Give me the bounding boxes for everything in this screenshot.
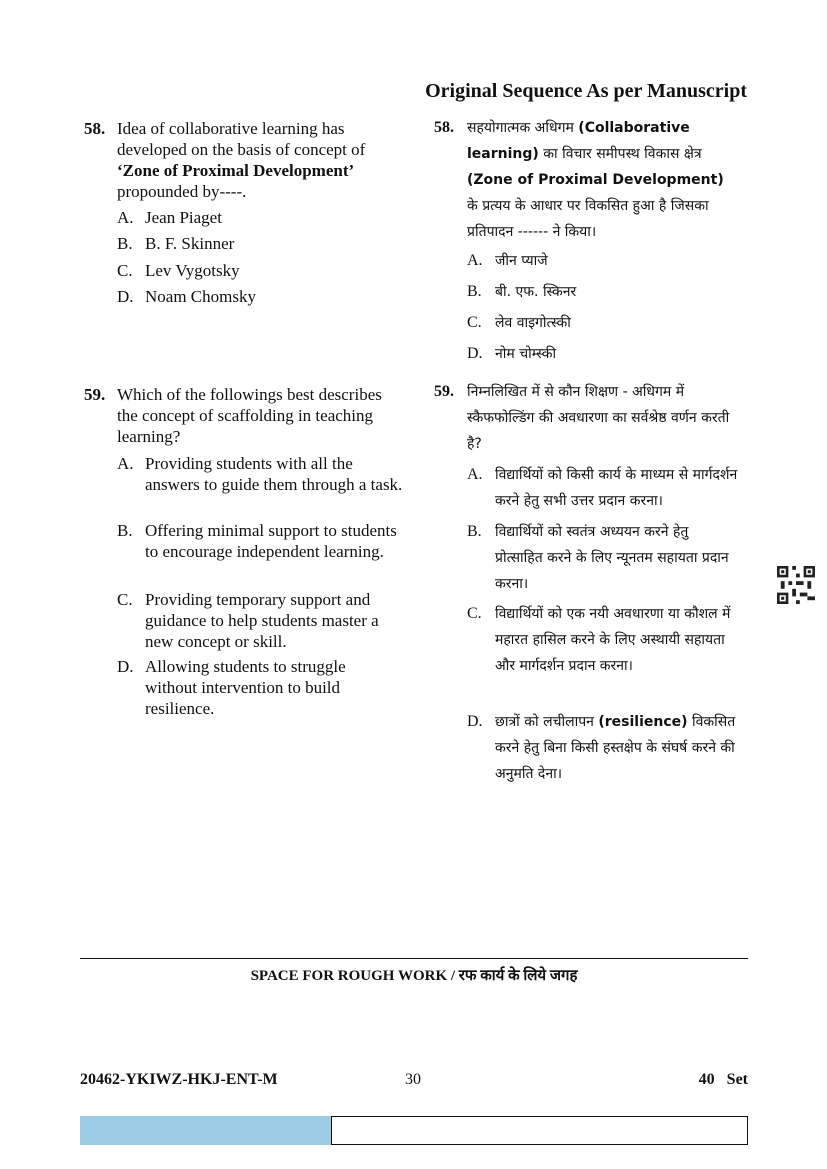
question-59-hindi: 59. निम्नलिखित में से कौन शिक्षण - अधिगम में स्कैफफोल्डिंग की अवधारणा का सर्वश्रेष्ठ वर्णन करती है? A. विद्यार्थियों को किसी कार्य के माध्यम से मार्गदर्शन करने हेतु सभी उत्तर प्रदान करना। B. विद्यार्थियों को स्वतंत्र अध्ययन करने हेतु प्रोत्साहित करने के लिए न्यूनतम सहायता प्रदान करना। C. विद्यार्थियों को एक नयी अवधारणा या कौशल में महारत हासिल करने के लिए अस्थायी सहायता और मार्गदर्शन प्रदान करना। D. छात्रों को लचीलापन (resilience) विकसित करने हेतु बिना किसी हस्तक्षेप के संघर्ष करने की अनुमति देना। <box>434 379 764 799</box>
question-58-english: 58. Idea of collaborative learning has developed on the basis of concept of ‘Zone of Proximal Development’ propounded by----. A. Jean Piaget B. B. F. Skinner C. Lev Vygotsky D. Noam Chomsky <box>84 118 414 318</box>
question-number: 59. <box>434 383 454 400</box>
question-text: Idea of collaborative learning has developed on the basis of concept of ‘Zone of Proximal Development’ propounded by----. <box>117 119 366 201</box>
question-text: Which of the followings best describes the concept of scaffolding in teaching learning? <box>117 385 382 446</box>
question-number: 58. <box>84 119 106 138</box>
question-number: 58. <box>434 119 454 136</box>
question-58-hindi: 58. सहयोगात्मक अधिगम (Collaborative learning) का विचार समीपस्थ विकास क्षेत्र (Zone of Proximal Development) के प्रत्यय के आधार पर विकसित हुआ है जिसका प्रतिपादन ------ ने किया। A. जीन प्याजे B. बी. एफ. स्किनर C. लेव वाइगोत्स्की D. नोम चोम्स्की <box>434 115 764 375</box>
set-label: 40 Set <box>698 1071 748 1088</box>
page-number: 30 <box>405 1071 421 1088</box>
rough-work-divider <box>80 958 748 959</box>
qr-code-icon <box>776 566 816 604</box>
question-number: 59. <box>84 385 106 404</box>
paper-code: 20462-YKIWZ-HKJ-ENT-M <box>80 1071 278 1088</box>
rough-work-label: SPACE FOR ROUGH WORK / रफ कार्य के लिये जगह <box>250 968 578 984</box>
question-59-english: 59. Which of the followings best describes the concept of scaffolding in teaching learning? A. Providing students with all the answers to guide them through a task. B. Offering minimal support to students to encourage independent learning. C. Providing temporary support and guidance to help students master a new concept or skill. D. Allowing students to struggle without intervention to build resilience. <box>84 385 403 718</box>
page-header-title: Original Sequence As per Manuscript <box>425 80 747 102</box>
question-text: निम्नलिखित में से कौन शिक्षण - अधिगम में स्कैफफोल्डिंग की अवधारणा का सर्वश्रेष्ठ वर्णन करती है? <box>467 384 730 452</box>
footer-color-bar <box>80 1116 331 1145</box>
concept-term: ‘Zone of Proximal Development’ <box>117 161 355 180</box>
footer-entry-box <box>331 1116 748 1145</box>
question-text: सहयोगात्मक अधिगम (Collaborative learning) का विचार समीपस्थ विकास क्षेत्र (Zone of Proximal Development) के प्रत्यय के आधार पर विकसित हुआ है जिसका प्रतिपादन ------ ने किया। <box>467 120 724 240</box>
